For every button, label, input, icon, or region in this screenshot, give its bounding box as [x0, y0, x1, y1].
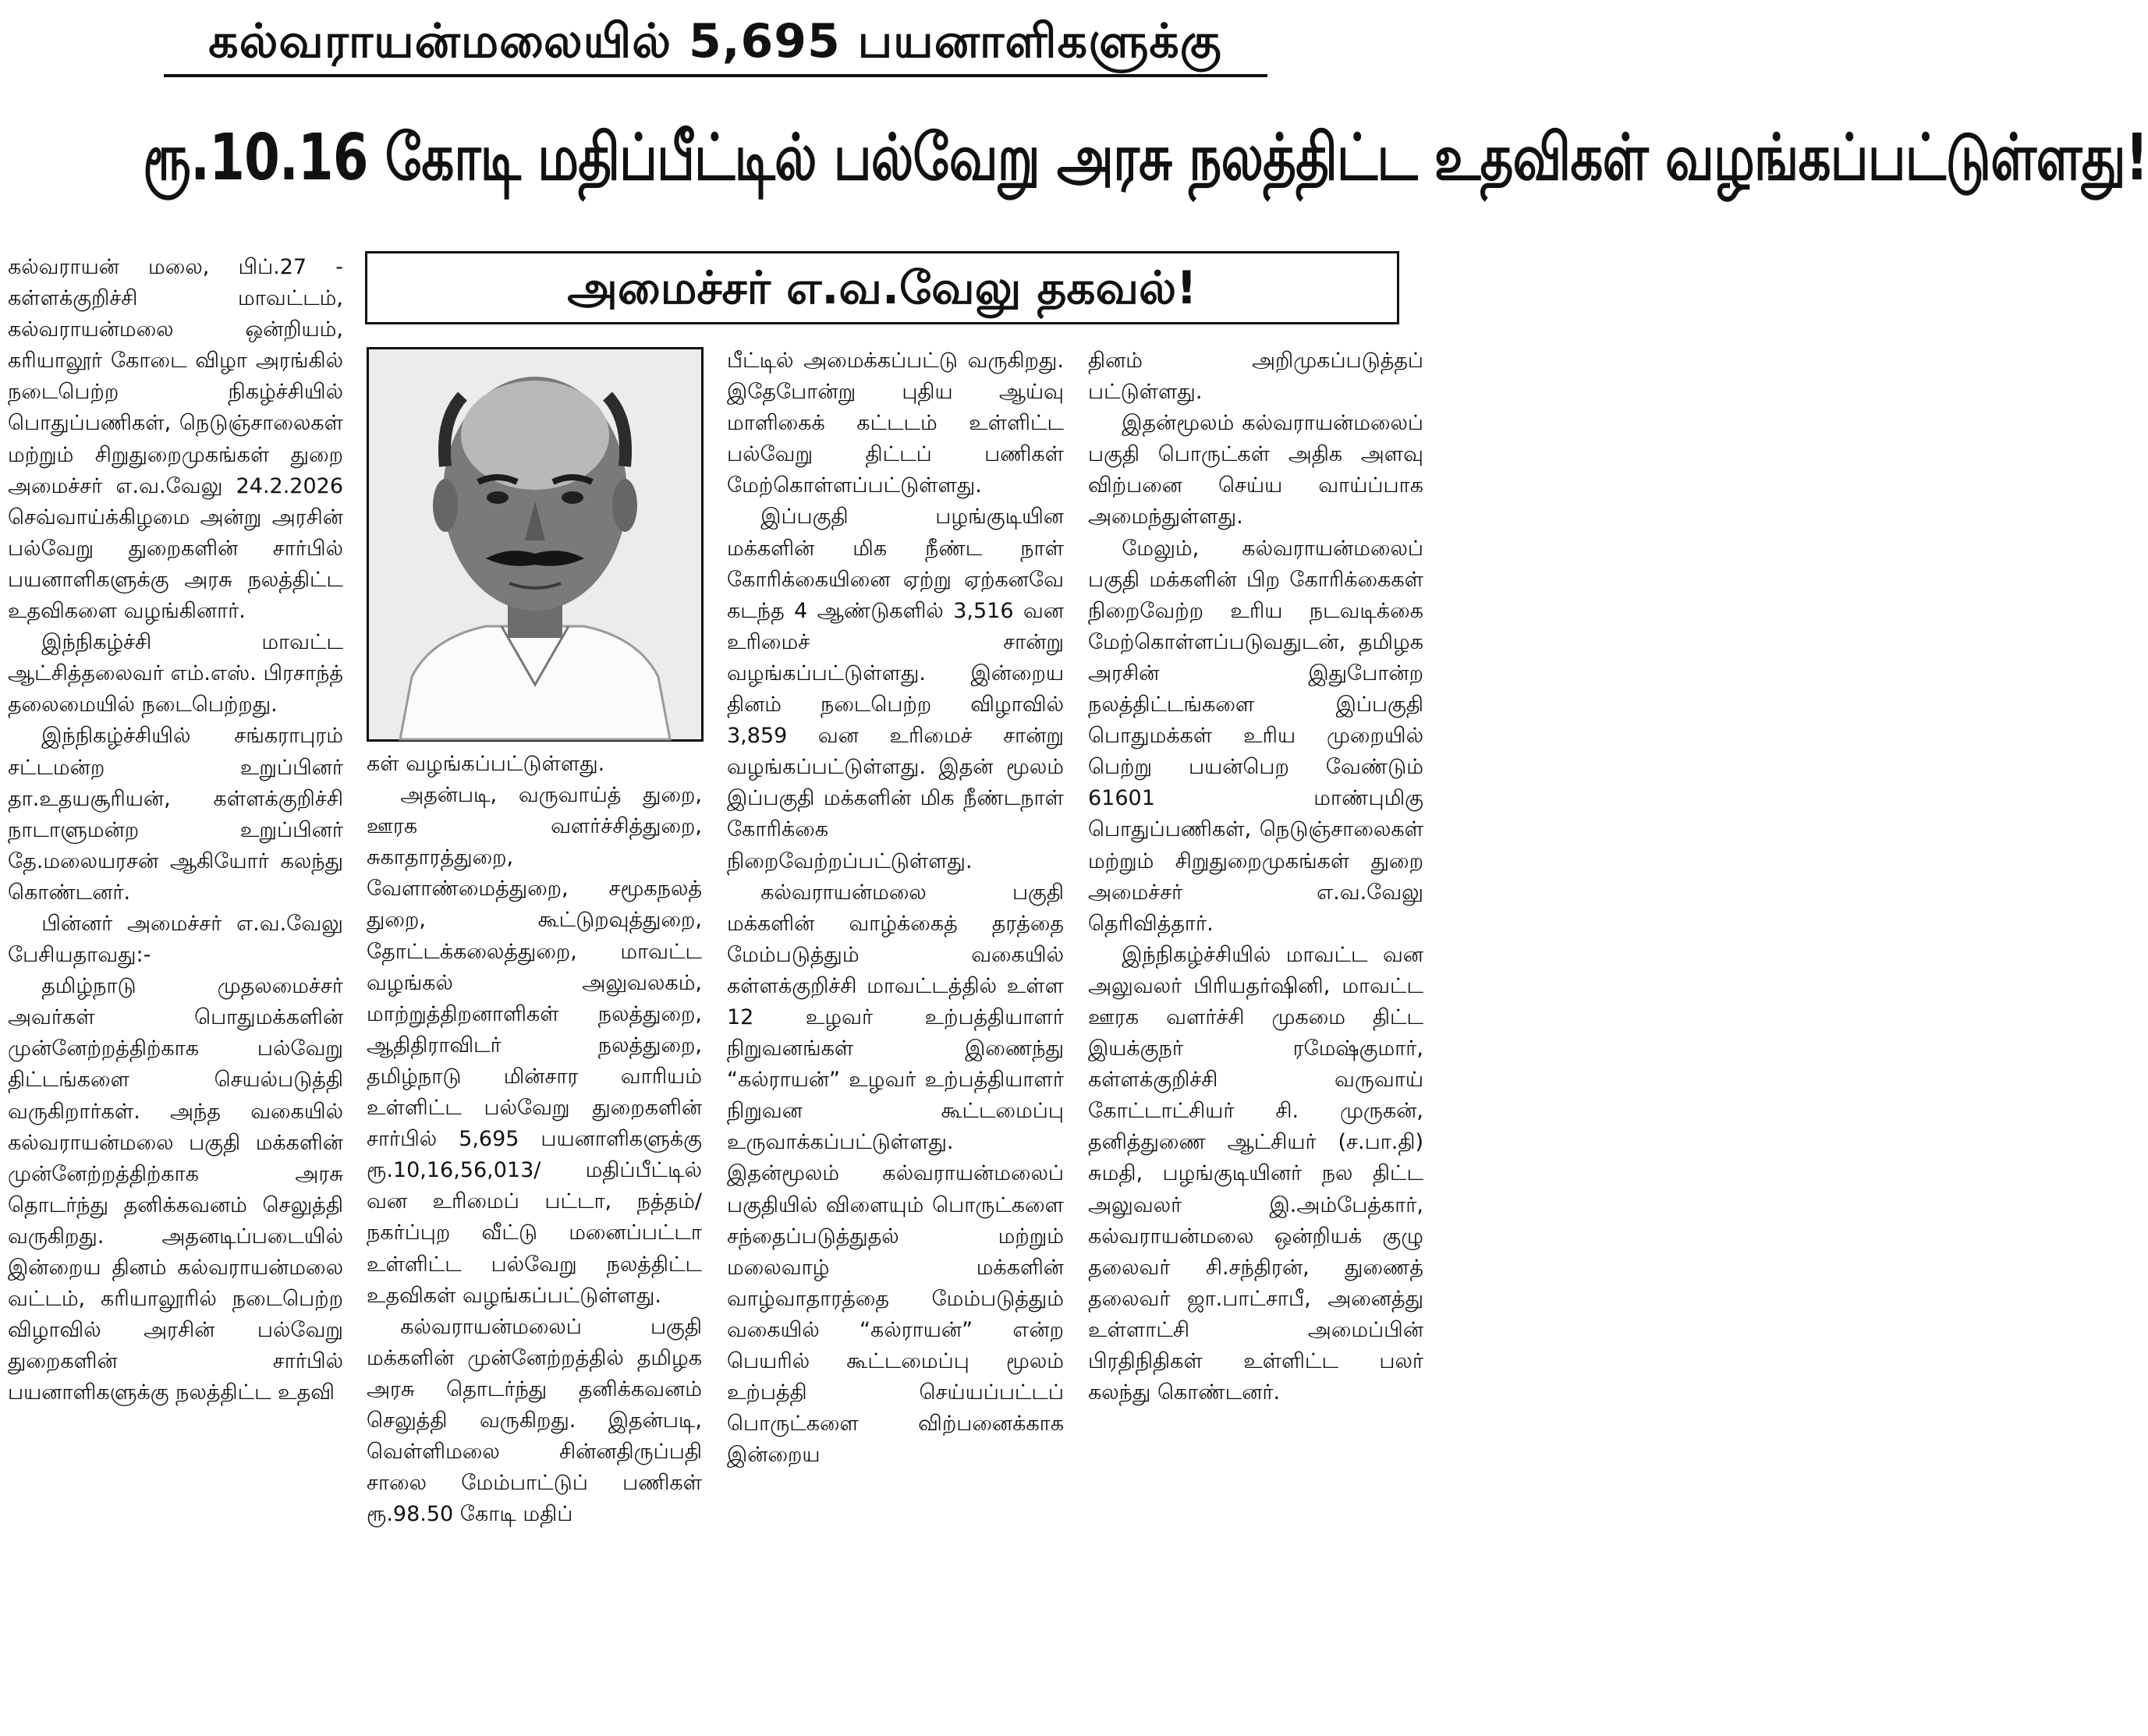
article-paragraph: இந்நிகழ்ச்சியில் மாவட்ட வன அலுவலர் பிரியதர்ஷினி, மாவட்ட ஊரக வளர்ச்சி முகமை திட்ட இயக்குநர் ரமேஷ்குமார், கள்ளக்குறிச்சி வருவாய் கோட்டாட்சியர் சி. முருகன், தனித்துணை ஆட்சியர் (ச.பா.தி) சுமதி, பழங்குடியினர் நல திட்ட அலுவலர் இ.அம்பேத்கார், கல்வராயன்மலை ஒன்றியக் குழு தலைவர் சி.சந்திரன், துணைத் தலைவர் ஜா.பாட்சாபீ, அனைத்து உள்ளாட்சி அமைப்பின் பிரதிநிதிகள் உள்ளிட்ட பலர் கலந்து கொண்டனர். — [1088, 942, 1423, 1405]
kicker-underline — [164, 74, 1267, 77]
minister-photo — [367, 347, 704, 742]
article-paragraph: அதன்படி, வருவாய்த் துறை, ஊரக வளர்ச்சித்துறை, சுகாதாரத்துறை, வேளாண்மைத்துறை, சமூகநலத் துறை, கூட்டுறவுத்துறை, தோட்டக்கலைத்துறை, மாவட்ட வழங்கல் அலுவலகம், மாற்றுத்திறனாளிகள் நலத்துறை, ஆதிதிராவிடர் நலத்துறை, தமிழ்நாடு மின்சார வாரியம் உள்ளிட்ட பல்வேறு துறைகளின் சார்பில் 5,695 பயனாளிகளுக்கு ரூ.10,16,56,013/ மதிப்பீட்டில் வன உரிமைப் பட்டா, நத்தம்/நகர்ப்புற வீட்டு மனைப்பட்டா உள்ளிட்ட பல்வேறு நலத்திட்ட உதவிகள் வழங்கப்பட்டுள்ளது. — [367, 783, 702, 1308]
article-paragraph: கள் வழங்கப்பட்டுள்ளது. — [367, 752, 605, 776]
article-column-2 — [367, 749, 702, 1530]
article-column-3 — [727, 345, 1064, 1471]
article-paragraph: இந்நிகழ்ச்சியில் சங்கராபுரம் சட்டமன்ற உறுப்பினர் தா.உதயசூரியன், கள்ளக்குறிச்சி நாடாளுமன்ற உறுப்பினர் தே.மலையரசன் ஆகியோர் கலந்து கொண்டனர். — [8, 724, 343, 905]
subhead-box: அமைச்சர் எ.வ.வேலு தகவல்! — [365, 251, 1399, 324]
article-paragraph: பின்னர் அமைச்சர் எ.வ.வேலு பேசியதாவது:- — [8, 911, 343, 968]
article-column-1 — [8, 252, 343, 1408]
article-paragraph: மேலும், கல்வராயன்மலைப் பகுதி மக்களின் பிற கோரிக்கைகள் நிறைவேற்ற உரிய நடவடிக்கை மேற்கொள்ளப்படுவதுடன், தமிழக அரசின் இதுபோன்ற நலத்திட்டங்களை இப்பகுதி பொதுமக்கள் உரிய முறையில் பெற்று பயன்பெற வேண்டும் 61601 மாண்புமிகு பொதுப்பணிகள், நெடுஞ்சாலைகள் மற்றும் சிறுதுறைமுகங்கள் துறை அமைச்சர் எ.வ.வேலு தெரிவித்தார். — [1088, 536, 1423, 936]
article-paragraph: இதன்மூலம் கல்வராயன்மலைப் பகுதி பொருட்கள் அதிக அளவு விற்பனை செய்ய வாய்ப்பாக அமைந்துள்ளது. — [1088, 411, 1423, 530]
portrait-illustration — [369, 349, 701, 739]
article-paragraph: இந்நிகழ்ச்சி மாவட்ட ஆட்சித்தலைவர் எம்.எஸ். பிரசாந்த் தலைமையில் நடைபெற்றது. — [8, 630, 343, 717]
headline-kicker: கல்வராயன்மலையில் 5,695 பயனாளிகளுக்கு — [208, 14, 1222, 69]
article-paragraph: தினம் அறிமுகப்படுத்தப் பட்டுள்ளது. — [1088, 349, 1423, 405]
article-paragraph: கல்வராயன்மலைப் பகுதி மக்களின் முன்னேற்றத்தில் தமிழக அரசு தொடர்ந்து தனிக்கவனம் செலுத்தி வருகிறது. இதன்படி, வெள்ளிமலை சின்னதிருப்பதி சாலை மேம்பாட்டுப் பணிகள் ரூ.98.50 கோடி மதிப் — [367, 1314, 702, 1527]
article-paragraph: பீட்டில் அமைக்கப்பட்டு வருகிறது. இதேபோன்று புதிய ஆய்வு மாளிகைக் கட்டடம் உள்ளிட்ட பல்வேறு திட்டப் பணிகள் மேற்கொள்ளப்பட்டுள்ளது. — [727, 349, 1064, 498]
article-paragraph: கல்வராயன் மலை, பிப்.27 - கள்ளக்குறிச்சி மாவட்டம், கல்வராயன்மலை ஒன்றியம், கரியாலூர் கோடை விழா அரங்கில் நடைபெற்ற நிகழ்ச்சியில் பொதுப்பணிகள், நெடுஞ்சாலைகள் மற்றும் சிறுதுறைமுகங்கள் துறை அமைச்சர் எ.வ.வேலு 24.2.2026 செவ்வாய்க்கிழமை அன்று அரசின் பல்வேறு துறைகளின் சார்பில் பயனாளிகளுக்கு அரசு நலத்திட்ட உதவிகளை வழங்கினார். — [8, 255, 343, 624]
article-column-4 — [1088, 345, 1423, 1408]
main-headline: ரூ.10.16 கோடி மதிப்பீட்டில் பல்வேறு அரசு நலத்திட்ட உதவிகள் வழங்கப்பட்டுள்ளது! — [143, 121, 2148, 195]
article-paragraph: இப்பகுதி பழங்குடியின மக்களின் மிக நீண்ட நாள் கோரிக்கையினை ஏற்று ஏற்கனவே கடந்த 4 ஆண்டுகளில் 3,516 வன உரிமைச் சான்று வழங்கப்பட்டுள்ளது. இன்றைய தினம் நடைபெற்ற விழாவில் 3,859 வன உரிமைச் சான்று வழங்கப்பட்டுள்ளது. இதன் மூலம் இப்பகுதி மக்களின் மிக நீண்டநாள் கோரிக்கை நிறைவேற்றப்பட்டுள்ளது. — [727, 505, 1064, 873]
article-paragraph: கல்வராயன்மலை பகுதி மக்களின் வாழ்க்கைத் தரத்தை மேம்படுத்தும் வகையில் கள்ளக்குறிச்சி மாவட்டத்தில் உள்ள 12 உழவர் உற்பத்தியாளர் நிறுவனங்கள் இணைந்து “கல்ராயன்” உழவர் உற்பத்தியாளர் நிறுவன கூட்டமைப்பு உருவாக்கப்பட்டுள்ளது. இதன்மூலம் கல்வராயன்மலைப் பகுதியில் விளையும் பொருட்களை சந்தைப்படுத்துதல் மற்றும் மலைவாழ் மக்களின் வாழ்வாதாரத்தை மேம்படுத்தும் வகையில் “கல்ராயன்” என்ற பெயரில் கூட்டமைப்பு மூலம் உற்பத்தி செய்யப்பட்டப் பொருட்களை விற்பனைக்காக இன்றைய — [727, 880, 1064, 1468]
article-paragraph: தமிழ்நாடு முதலமைச்சர் அவர்கள் பொதுமக்களின் முன்னேற்றத்திற்காக பல்வேறு திட்டங்களை செயல்படுத்தி வருகிறார்கள். அந்த வகையில் கல்வராயன்மலை பகுதி மக்களின் முன்னேற்றத்திற்காக அரசு தொடர்ந்து தனிக்கவனம் செலுத்தி வருகிறது. அதனடிப்படையில் இன்றைய தினம் கல்வராயன்மலை வட்டம், கரியாலூரில் நடைபெற்ற விழாவில் அரசின் பல்வேறு துறைகளின் சார்பில் பயனாளிகளுக்கு நலத்திட்ட உதவி — [8, 974, 343, 1405]
